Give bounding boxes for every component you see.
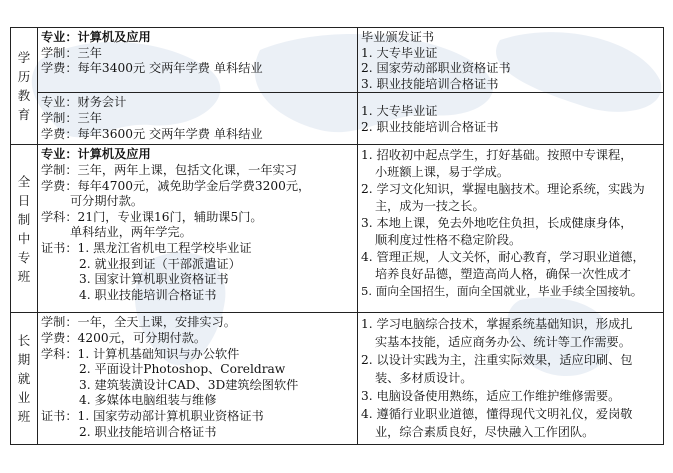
category-cell-employment: [11, 313, 38, 445]
program-details-cell: [38, 93, 358, 145]
category-char: 学: [17, 50, 31, 66]
category-char: 中: [17, 230, 31, 246]
table-row: [11, 93, 664, 145]
certificates-line: 2. 职业技能培训合格证书: [79, 424, 217, 439]
certificates-cell: [358, 93, 664, 145]
certificates-cell: [358, 28, 664, 93]
tuition-line: 可分期付款。: [70, 194, 144, 209]
subjects-line: 学科：21门，专业课16门，辅助课5门。: [41, 209, 263, 224]
feature-line: 2. 学习文化知识，掌握电脑技术。理论系统，实践为: [361, 182, 645, 197]
features-cell: [358, 145, 664, 313]
program-details-cell: [38, 313, 358, 445]
feature-line: 培养良好品德，塑造高尚人格，确保一次性成才: [375, 267, 631, 282]
feature-line: 4. 管理正规，人文关怀，耐心教育，学习职业道德，: [361, 250, 645, 265]
program-table: [10, 27, 664, 445]
feature-line: 1. 招收初中起点学生，打好基础。按照中专课程，: [361, 148, 633, 163]
tuition-line: 学费：每年3600元 交两年学费 单科结业: [41, 126, 263, 141]
category-char: 日: [17, 192, 31, 208]
certificates-heading: 毕业颁发证书: [361, 30, 435, 44]
certificates-line: 证书：1. 国家劳动部计算机职业资格证书: [41, 408, 264, 423]
feature-line: 实基本技能，适应商务办公、统计等工作需要。: [375, 335, 631, 350]
features-cell: [358, 313, 664, 445]
program-details-cell: [38, 145, 358, 313]
certificates-line: 3. 国家计算机职业资格证书: [79, 272, 229, 287]
certificate-item: 1. 大专毕业证: [361, 104, 438, 119]
category-char: 全: [17, 173, 31, 189]
major-line: 专业：财务会计: [41, 95, 127, 110]
category-char: 长: [17, 333, 31, 349]
feature-line: 小班额上课，易于学成。: [375, 165, 510, 180]
table-row: [11, 145, 664, 313]
category-char: 教: [17, 88, 31, 104]
category-char: 育: [17, 107, 31, 123]
category-char: 制: [17, 211, 31, 227]
tuition-line: 学费：4200元，可分期付款。: [41, 330, 207, 345]
table-row: [11, 28, 664, 93]
feature-line: 3. 电脑设备使用熟练，适应工作维护维修需要。: [361, 389, 621, 404]
feature-line: 业，综合素质良好，尽快融入工作团队。: [375, 425, 595, 440]
certificates-line: 证书：1. 黑龙江省机电工程学校毕业证: [41, 240, 252, 255]
major-line: 专业：计算机及应用: [41, 147, 151, 162]
feature-line: 4. 遵循行业职业道德，懂得现代文明礼仪，爱岗敬: [361, 407, 633, 422]
feature-line: 5. 面向全国招生，面向全国就业，毕业手续全国接轨。: [361, 284, 643, 299]
category-char: 专: [17, 249, 31, 265]
certificates-line: 2. 就业报到证（干部派遣证）: [79, 256, 241, 271]
duration-line: 学制：三年: [41, 45, 102, 60]
duration-line: 学制：三年，两年上课，包括文化课，一年实习: [41, 162, 297, 177]
tuition-line: 学费：每年3400元 交两年学费 单科结业: [41, 61, 263, 76]
program-details-cell: [38, 28, 358, 93]
category-char: 期: [17, 352, 31, 368]
certificates-line: 4. 职业技能培训合格证书: [79, 287, 217, 302]
category-char: 历: [17, 69, 31, 85]
category-cell-academic: [11, 28, 38, 145]
feature-line: 2. 以设计实践为主，注重实际效果，适应印刷、包: [361, 353, 633, 368]
category-char: 业: [17, 390, 31, 406]
feature-line: 1. 学习电脑综合技术，掌握系统基础知识，形成扎: [361, 317, 633, 332]
feature-line: 装、多材质设计。: [375, 371, 473, 386]
feature-line: 顺利度过性格不稳定阶段。: [375, 233, 522, 248]
category-char: 班: [17, 268, 31, 284]
subjects-line: 学科：1. 计算机基础知识与办公软件: [41, 346, 240, 361]
feature-line: 主，成为一技之长。: [375, 199, 485, 214]
feature-line: 3. 本地上课，免去外地吃住负担，长成健康身体，: [361, 216, 633, 231]
category-char: 就: [17, 371, 31, 387]
subjects-line: 2. 平面设计Photoshop、Coreldraw: [79, 362, 286, 377]
duration-line: 学制：三年: [41, 110, 102, 125]
category-char: 班: [17, 409, 31, 425]
subjects-line: 单科结业，两年学完。: [70, 225, 192, 240]
subjects-line: 4. 多媒体电脑组装与维修: [79, 393, 217, 408]
certificate-item: 1. 大专毕业证: [361, 45, 438, 60]
table-row: [11, 313, 664, 445]
tuition-line: 学费：每年4700元，减免助学金后学费3200元，: [41, 178, 311, 193]
certificate-item: 3. 职业技能培训合格证书: [361, 76, 499, 91]
subjects-line: 3. 建筑装潢设计CAD、3D建筑绘图软件: [79, 377, 299, 392]
category-cell-fulltime: [11, 145, 38, 313]
duration-line: 学制：一年，全天上课，安排实习。: [41, 315, 236, 330]
certificate-item: 2. 职业技能培训合格证书: [361, 119, 499, 134]
certificate-item: 2. 国家劳动部职业资格证书: [361, 61, 511, 76]
major-line: 专业：计算机及应用: [41, 30, 151, 44]
